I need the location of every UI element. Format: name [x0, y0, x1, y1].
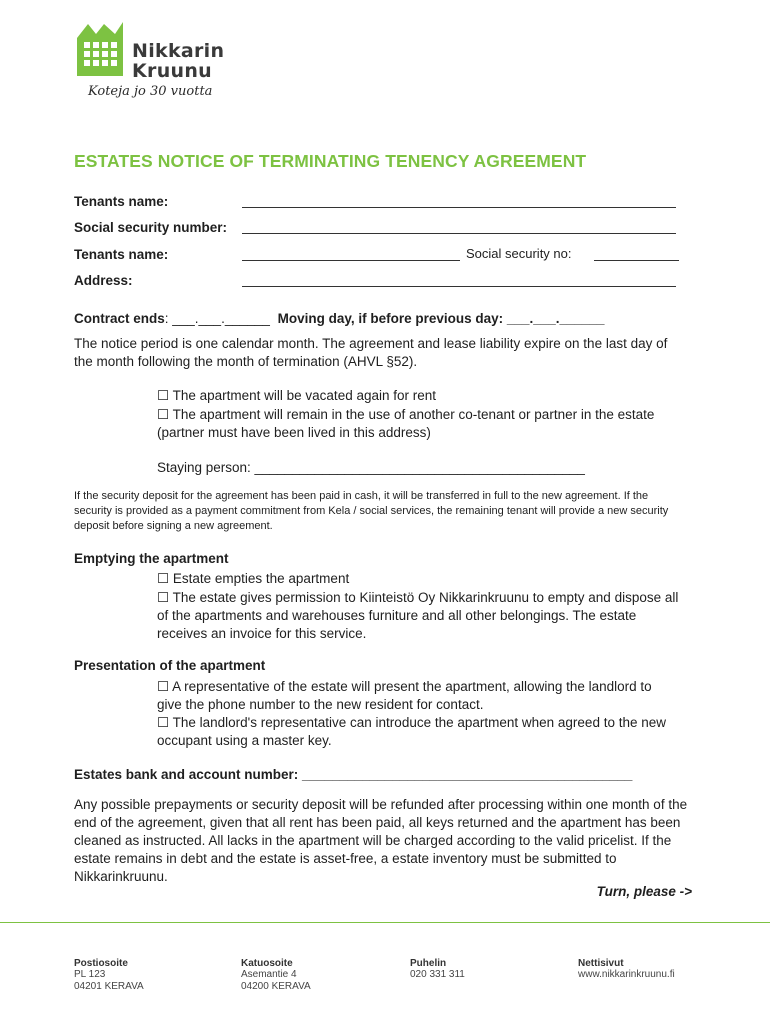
footer-heading: Puhelin — [410, 958, 447, 969]
bank-account-field[interactable]: Estates bank and account number: ____________________________________________ — [74, 767, 633, 782]
moving-day-label[interactable]: Moving day, if before previous day: ___.___.______ — [277, 311, 605, 326]
footer-value: PL 123 — [74, 969, 106, 980]
footer-heading: Postiosoite — [74, 958, 128, 969]
contract-ends-field[interactable]: : ___.___.______ — [164, 311, 270, 326]
social-security-number-field[interactable] — [242, 233, 676, 234]
contract-line — [74, 310, 605, 328]
social-security-no-label: Social security no: — [466, 246, 572, 261]
footer-street-address — [241, 958, 311, 993]
footer-value: Asemantie 4 — [241, 969, 297, 980]
vacate-option-1[interactable]: ☐ The apartment will be vacated again for rent — [157, 388, 437, 403]
tenants-name-field-2[interactable] — [242, 260, 460, 261]
footer-heading: Katuosoite — [241, 958, 293, 969]
tenants-name-field-1[interactable] — [242, 207, 676, 208]
contract-ends-label: Contract ends — [74, 311, 165, 326]
footer-value: 020 331 311 — [410, 969, 465, 980]
social-security-no-field[interactable] — [594, 260, 679, 261]
footer-value: 04200 KERAVA — [241, 981, 311, 992]
emptying-heading: Emptying the apartment — [74, 551, 229, 566]
footer-postal-address — [74, 958, 144, 993]
footer-value: 04201 KERAVA — [74, 981, 144, 992]
vacate-option-2[interactable]: ☐ The apartment will remain in the use of another co-tenant or partner in the estate (partner must have been lived in this address) — [157, 407, 655, 440]
tenants-name-label-2: Tenants name: — [74, 247, 169, 262]
building-logo-icon — [74, 20, 130, 80]
emptying-option-2[interactable]: ☐ The estate gives permission to Kiinteistö Oy Nikkarinkruunu to empty and dispose all of the apartments and warehouses furniture and all other belongings. The estate receives an invoice for this service. — [157, 590, 679, 641]
tenants-name-label-1: Tenants name: — [74, 194, 169, 209]
refund-paragraph: Any possible prepayments or security deposit will be refunded after processing within one month of the end of the agreement, given that all rent has been paid, all keys returned and the apartment has been cleaned as instructed. All lacks in the apartment will be charged according to the valid pricelist. If the estate remains in debt and the estate is asset-free, a estate inventory must be submitted to Nikkarinkruunu. — [74, 797, 688, 884]
emptying-option-1[interactable]: ☐ Estate empties the apartment — [157, 571, 350, 586]
company-logo — [74, 20, 254, 105]
document-title: ESTATES NOTICE OF TERMINATING TENENCY AGREEMENT — [74, 151, 587, 171]
social-security-number-label: Social security number: — [74, 220, 228, 235]
footer-divider — [0, 922, 770, 923]
notice-paragraph: The notice period is one calendar month. The agreement and lease liability expire on the last day of the month following the month of termination (AHVL §52). — [74, 336, 668, 369]
footer-website-link[interactable]: www.nikkarinkruunu.fi — [578, 969, 675, 980]
presentation-option-2[interactable]: ☐ The landlord's representative can introduce the apartment when agreed to the new occupant using a master key. — [157, 715, 666, 748]
footer-website — [578, 958, 675, 981]
brand-name-line1: Nikkarin — [132, 40, 225, 62]
brand-name-line2: Kruunu — [132, 60, 212, 82]
turn-page-note: Turn, please -> — [596, 884, 692, 899]
address-label: Address: — [74, 273, 133, 288]
brand-slogan: Koteja jo 30 vuotta — [88, 84, 213, 99]
staying-person-field[interactable]: Staying person: ____________________________________________ — [157, 460, 585, 475]
presentation-heading: Presentation of the apartment — [74, 658, 266, 673]
address-field[interactable] — [242, 286, 676, 287]
footer-heading: Nettisivut — [578, 958, 624, 969]
presentation-option-1[interactable]: ☐ A representative of the estate will present the apartment, allowing the landlord to give the phone number to the new resident for contact. — [157, 679, 652, 712]
deposit-paragraph: If the security deposit for the agreement has been paid in cash, it will be transferred in full to the new agreement. If the security is provided as a payment commitment from Kela / social services, the remaining tenant will provide a new security deposit before signing a new agreement. — [74, 490, 669, 532]
footer-phone — [410, 958, 465, 981]
